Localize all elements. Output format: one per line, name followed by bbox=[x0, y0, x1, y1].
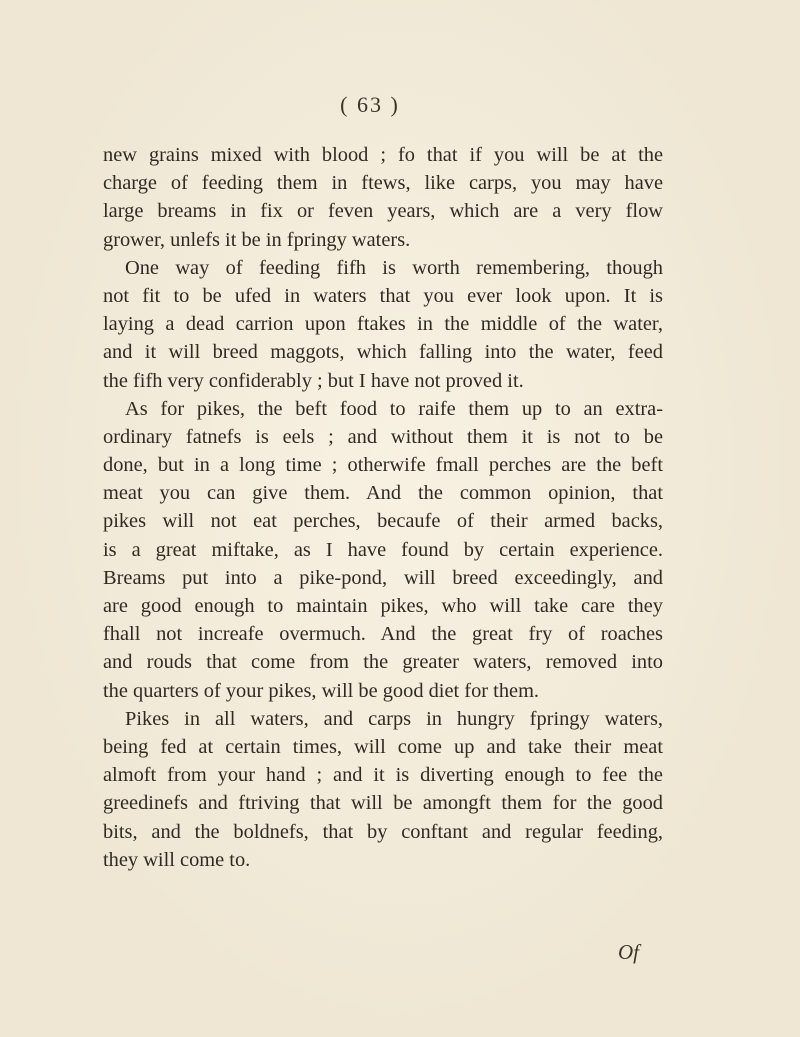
text-line: large breams in fix or feven years, which are a very flow bbox=[103, 200, 663, 223]
page-number: ( 63 ) bbox=[340, 92, 400, 117]
text-line: As for pikes, the beft food to raife them up to an extra- bbox=[125, 397, 663, 420]
text-line: done, but in a long time ; otherwife fmall perches are the beft bbox=[103, 454, 663, 477]
text-line: and it will breed maggots, which falling into the water, feed bbox=[103, 341, 663, 364]
text-line: and rouds that come from the greater waters, removed into bbox=[103, 651, 663, 674]
text-line: ordinary fatnefs is eels ; and without them it is not to be bbox=[103, 425, 663, 448]
text-line: grower, unlefs it be in fpringy waters. bbox=[103, 228, 411, 251]
text-line: the fifh very confiderably ; but I have not proved it. bbox=[103, 369, 524, 392]
catchword: Of bbox=[618, 940, 639, 964]
text-line: meat you can give them. And the common opinion, that bbox=[103, 482, 663, 505]
text-line: not fit to be ufed in waters that you ever look upon. It is bbox=[103, 284, 663, 307]
text-line: they will come to. bbox=[103, 848, 251, 871]
text-line: pikes will not eat perches, becaufe of their armed backs, bbox=[103, 510, 663, 533]
text-line: greedinefs and ftriving that will be amongft them for the good bbox=[103, 792, 663, 815]
text-line: is a great miftake, as I have found by certain experience. bbox=[103, 538, 663, 561]
text-line: are good enough to maintain pikes, who will take care they bbox=[103, 595, 663, 617]
text-line: new grains mixed with blood ; fo that if you will be at the bbox=[103, 144, 663, 166]
text-line: almoft from your hand ; and it is diverting enough to fee the bbox=[103, 764, 663, 787]
text-line: the quarters of your pikes, will be good diet for them. bbox=[103, 679, 540, 702]
text-line: being fed at certain times, will come up and take their meat bbox=[103, 735, 663, 758]
text-line: charge of feeding them in ftews, like carps, you may have bbox=[103, 172, 663, 195]
text-line: Breams put into a pike-pond, will breed exceedingly, and bbox=[103, 566, 663, 589]
text-line: bits, and the boldnefs, that by conftant and regular feeding, bbox=[103, 820, 663, 843]
text-line: laying a dead carrion upon ftakes in the middle of the water, bbox=[103, 313, 663, 336]
text-line: Pikes in all waters, and carps in hungry fpringy waters, bbox=[125, 707, 663, 730]
text-line: fhall not increafe overmuch. And the great fry of roaches bbox=[103, 623, 663, 646]
text-line: One way of feeding fifh is worth remembering, though bbox=[125, 256, 663, 279]
body-text bbox=[103, 141, 663, 874]
